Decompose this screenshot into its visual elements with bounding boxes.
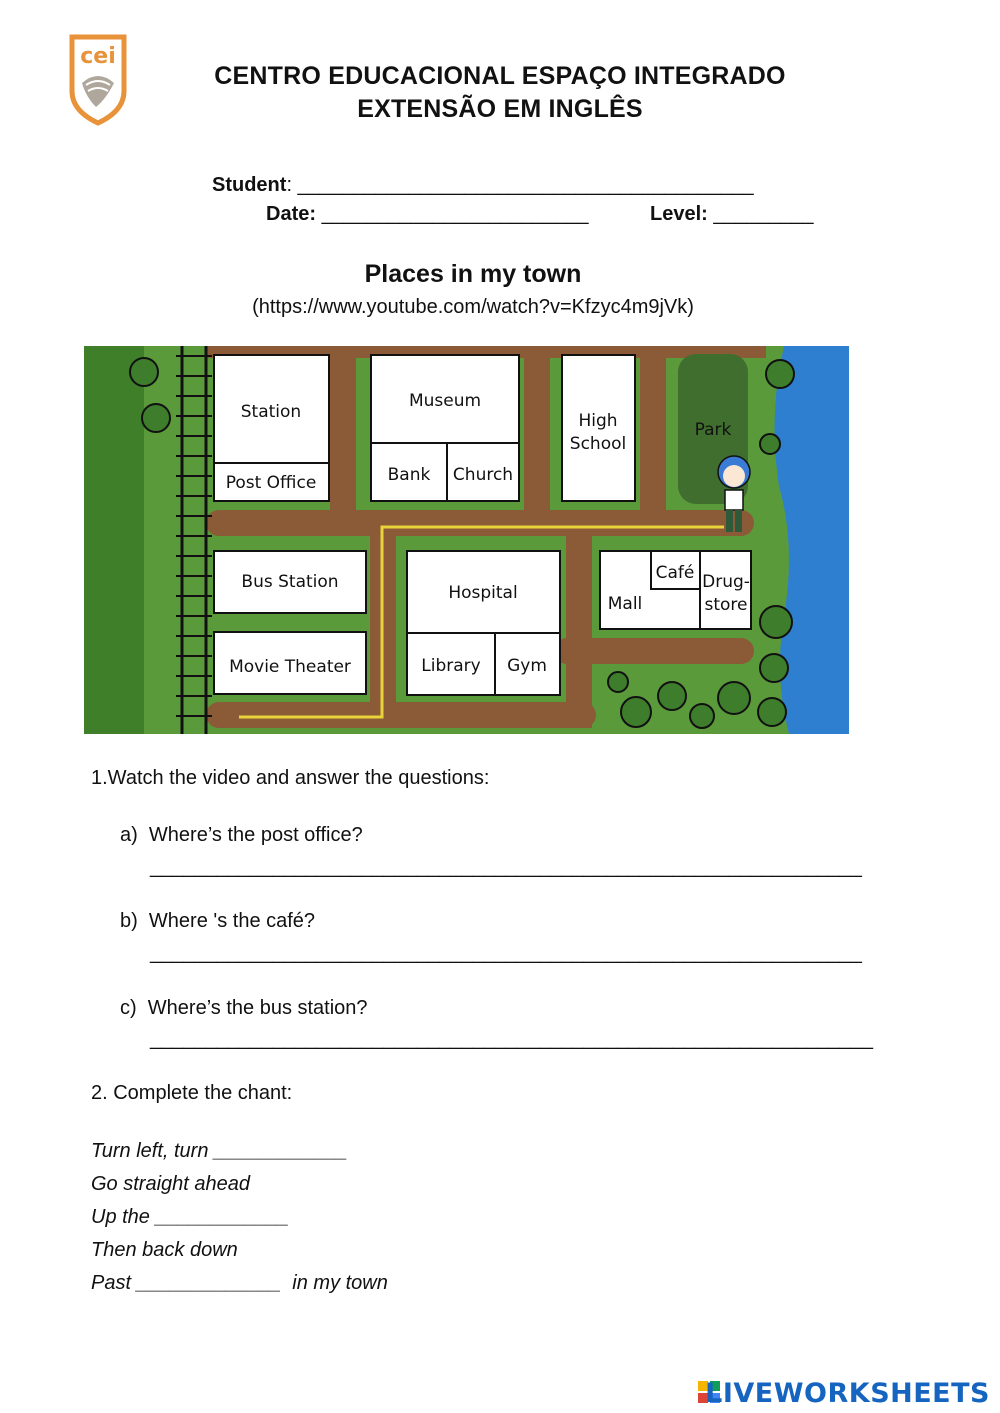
map-left-strip: [84, 346, 144, 734]
school-name: CENTRO EDUCACIONAL ESPAÇO INTEGRADO: [214, 62, 786, 90]
road: [330, 346, 356, 536]
question-marker: a): [120, 824, 138, 846]
student-label: Student: [212, 174, 287, 196]
level-label: Level:: [650, 203, 708, 225]
bus-station-label: Bus Station: [241, 572, 339, 592]
station-label: Station: [240, 402, 302, 422]
road: [524, 346, 550, 536]
church-label: Church: [452, 465, 514, 485]
bank-label: Bank: [387, 465, 431, 485]
section1-instruction: 1.Watch the video and answer the questions:: [91, 767, 490, 789]
town-map: [84, 346, 849, 734]
hospital-label: Hospital: [448, 583, 518, 603]
date-field[interactable]: [266, 203, 589, 226]
question-text: Where’s the post office?: [148, 824, 363, 846]
school-label: School: [569, 434, 627, 454]
level-field[interactable]: [650, 203, 813, 226]
library-label: Library: [421, 656, 481, 676]
question-a: [120, 824, 363, 847]
chant-line-4: Then back down: [91, 1239, 238, 1261]
student-field[interactable]: [212, 174, 754, 197]
movie-theater-label: Movie Theater: [229, 657, 351, 677]
road: [206, 510, 754, 536]
question-marker: b): [120, 910, 138, 932]
date-label: Date:: [266, 203, 317, 225]
mall-label: Mall: [607, 594, 643, 614]
date-blank[interactable]: ________________________: [316, 203, 589, 225]
gym-label: Gym: [507, 656, 547, 676]
drug-label: Drug-: [702, 572, 750, 592]
cafe-label: Café: [655, 563, 695, 583]
post-office-label: Post Office: [225, 473, 317, 493]
video-url[interactable]: (https://www.youtube.com/watch?v=Kfzyc4m9jVk): [252, 296, 694, 318]
question-b: [120, 910, 315, 933]
section2-instruction: 2. Complete the chant:: [91, 1082, 293, 1104]
chant-line-1[interactable]: Turn left, turn ____________: [91, 1140, 348, 1162]
museum-label: Museum: [408, 391, 482, 411]
road: [566, 510, 592, 728]
question-c: [120, 997, 368, 1020]
level-blank[interactable]: _________: [707, 203, 814, 225]
answer-line-a[interactable]: ________________________________________________________________: [150, 856, 862, 878]
student-blank[interactable]: : _________________________________________: [286, 174, 754, 196]
road: [640, 346, 666, 536]
park-label: Park: [694, 420, 732, 440]
question-text: Where 's the café?: [148, 910, 316, 932]
logo-text: cei: [80, 44, 116, 69]
footer-brand[interactable]: LIVEWORKSHEETS: [705, 1378, 990, 1409]
question-text: Where’s the bus station?: [147, 997, 368, 1019]
worksheet-title: Places in my town: [364, 260, 582, 288]
chant-line-5[interactable]: Past _____________ in my town: [91, 1272, 388, 1294]
high-label: High: [578, 411, 618, 431]
program-name: EXTENSÃO EM INGLÊS: [357, 95, 643, 123]
chant-line-2: Go straight ahead: [91, 1173, 250, 1195]
chant-line-3[interactable]: Up the ____________: [91, 1206, 289, 1228]
question-marker: c): [120, 997, 137, 1019]
road: [206, 702, 596, 728]
answer-line-b[interactable]: ________________________________________________________________: [150, 942, 862, 964]
store-label: store: [704, 595, 748, 615]
answer-line-c[interactable]: _________________________________________________________________: [150, 1028, 873, 1050]
